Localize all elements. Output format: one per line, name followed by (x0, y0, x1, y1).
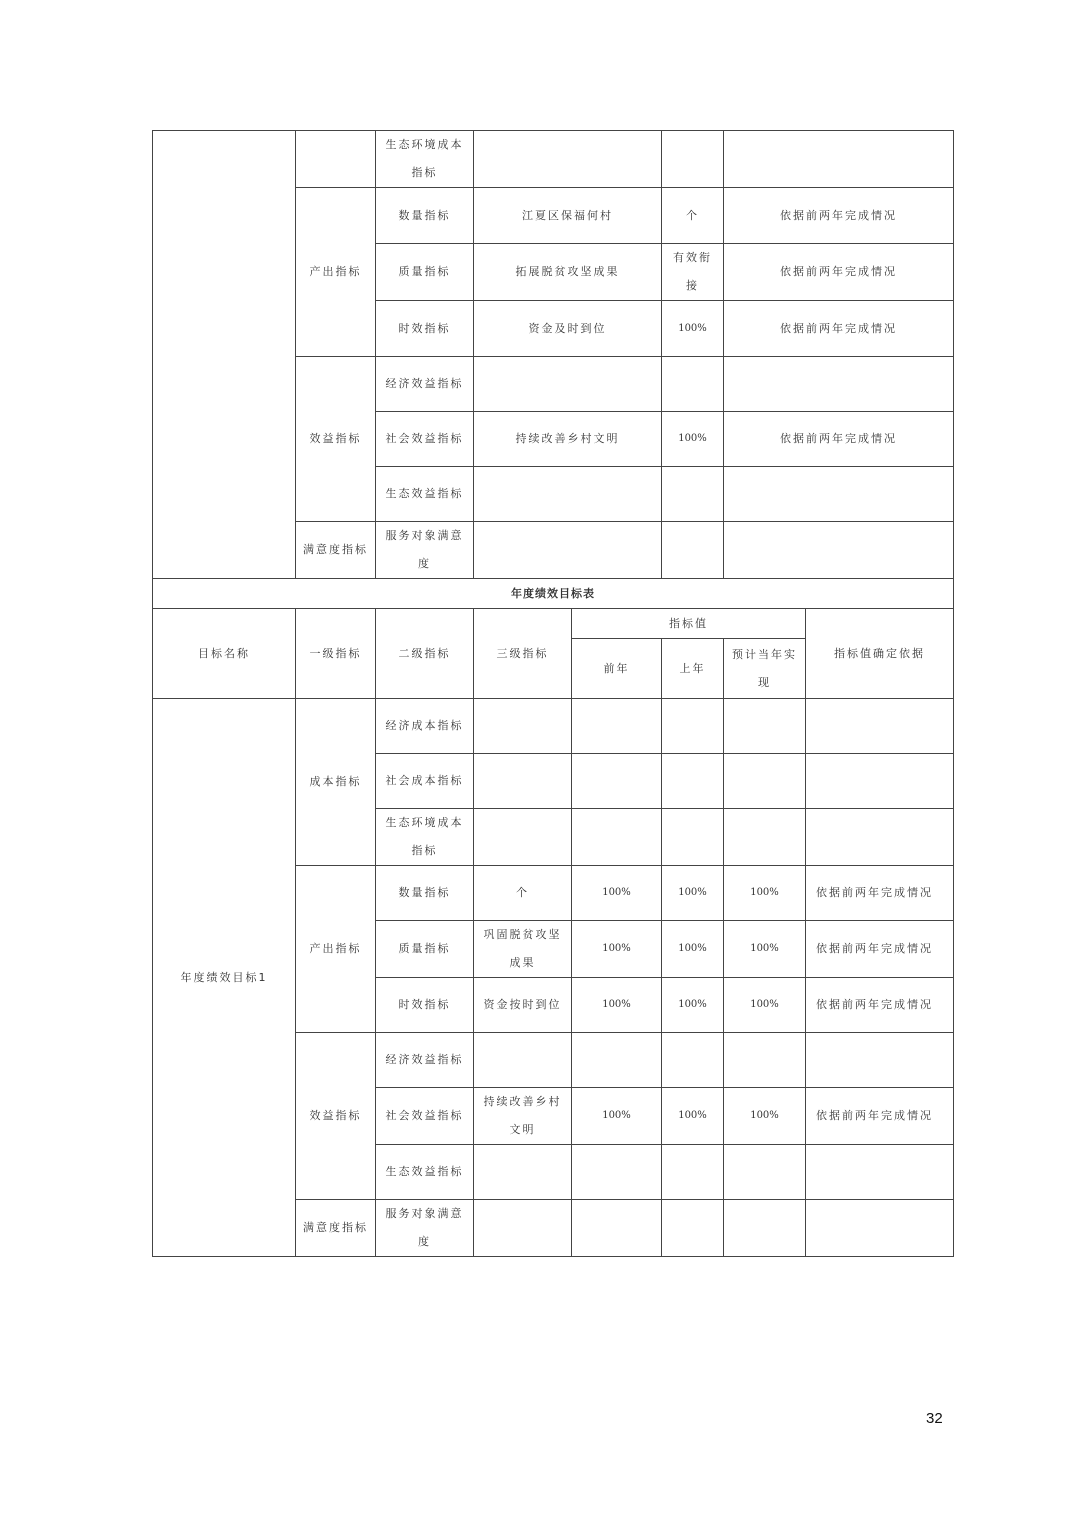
value-economic-benefit (662, 357, 724, 412)
annual-level2-satisfaction: 服务对象满意度 (376, 1200, 474, 1257)
level1-satisfaction: 满意度指标 (296, 522, 376, 579)
level3-social-benefit: 持续改善乡村文明 (474, 412, 662, 467)
annual-last-timeliness: 100% (662, 978, 724, 1033)
header-prev-year: 前年 (572, 639, 662, 699)
annual-target-name: 年度绩效目标1 (153, 699, 296, 1257)
basis-cell (724, 131, 954, 188)
basis-social-benefit: 依据前两年完成情况 (724, 412, 954, 467)
basis-quantity: 依据前两年完成情况 (724, 188, 954, 244)
annual-level1-satisfaction: 满意度指标 (296, 1200, 376, 1257)
level1-benefit: 效益指标 (296, 357, 376, 522)
annual-basis-quantity: 依据前两年完成情况 (806, 866, 954, 921)
level3-eco-benefit (474, 467, 662, 522)
level3-satisfaction (474, 522, 662, 579)
header-level1: 一级指标 (296, 609, 376, 699)
annual-level3-social-benefit: 持续改善乡村文明 (474, 1088, 572, 1145)
annual-level2-social-benefit: 社会效益指标 (376, 1088, 474, 1145)
value-eco-benefit (662, 467, 724, 522)
level2-social-benefit: 社会效益指标 (376, 412, 474, 467)
header-expected: 预计当年实现 (724, 639, 806, 699)
annual-level1-output: 产出指标 (296, 866, 376, 1033)
page-number: 32 (926, 1410, 943, 1427)
annual-expected-quality: 100% (724, 921, 806, 978)
level2-quantity: 数量指标 (376, 188, 474, 244)
value-quantity: 个 (662, 188, 724, 244)
annual-basis-quality: 依据前两年完成情况 (806, 921, 954, 978)
basis-satisfaction (724, 522, 954, 579)
level1-output: 产出指标 (296, 188, 376, 357)
annual-expected-social-benefit: 100% (724, 1088, 806, 1145)
value-quality: 有效衔接 (662, 244, 724, 301)
level2-quality: 质量指标 (376, 244, 474, 301)
basis-timeliness: 依据前两年完成情况 (724, 301, 954, 357)
annual-last-quantity: 100% (662, 866, 724, 921)
annual-level2-quality: 质量指标 (376, 921, 474, 978)
annual-expected-quantity: 100% (724, 866, 806, 921)
annual-level3-quantity: 个 (474, 866, 572, 921)
level2-eco-env-cost: 生态环境成本指标 (376, 131, 474, 188)
target-name-cell-continued (153, 131, 296, 579)
basis-economic-benefit (724, 357, 954, 412)
header-last-year: 上年 (662, 639, 724, 699)
annual-prev-social-benefit: 100% (572, 1088, 662, 1145)
annual-last-social-benefit: 100% (662, 1088, 724, 1145)
value-satisfaction (662, 522, 724, 579)
header-level3: 三级指标 (474, 609, 572, 699)
level3-timeliness: 资金及时到位 (474, 301, 662, 357)
annual-prev-quality: 100% (572, 921, 662, 978)
annual-last-quality: 100% (662, 921, 724, 978)
annual-level2-timeliness: 时效指标 (376, 978, 474, 1033)
value-social-benefit: 100% (662, 412, 724, 467)
annual-basis-timeliness: 依据前两年完成情况 (806, 978, 954, 1033)
level2-eco-benefit: 生态效益指标 (376, 467, 474, 522)
header-level2: 二级指标 (376, 609, 474, 699)
annual-expected-timeliness: 100% (724, 978, 806, 1033)
level3-cell (474, 131, 662, 188)
basis-eco-benefit (724, 467, 954, 522)
level3-quality: 拓展脱贫攻坚成果 (474, 244, 662, 301)
annual-table-title: 年度绩效目标表 (153, 579, 954, 609)
level3-economic-benefit (474, 357, 662, 412)
header-target-name: 目标名称 (153, 609, 296, 699)
annual-prev-timeliness: 100% (572, 978, 662, 1033)
annual-level2-economic-benefit: 经济效益指标 (376, 1033, 474, 1088)
header-basis: 指标值确定依据 (806, 609, 954, 699)
header-indicator-value: 指标值 (572, 609, 806, 639)
level2-economic-benefit: 经济效益指标 (376, 357, 474, 412)
annual-level2-social-cost: 社会成本指标 (376, 754, 474, 809)
level1-cost-continued (296, 131, 376, 188)
basis-quality: 依据前两年完成情况 (724, 244, 954, 301)
annual-basis-social-benefit: 依据前两年完成情况 (806, 1088, 954, 1145)
annual-level1-cost: 成本指标 (296, 699, 376, 866)
level3-quantity: 江夏区保福何村 (474, 188, 662, 244)
annual-prev-quantity: 100% (572, 866, 662, 921)
level2-satisfaction: 服务对象满意度 (376, 522, 474, 579)
value-cell (662, 131, 724, 188)
annual-level3-timeliness: 资金按时到位 (474, 978, 572, 1033)
annual-level2-economic-cost: 经济成本指标 (376, 699, 474, 754)
annual-level3-quality: 巩固脱贫攻坚成果 (474, 921, 572, 978)
level2-timeliness: 时效指标 (376, 301, 474, 357)
annual-level2-eco-env-cost: 生态环境成本指标 (376, 809, 474, 866)
value-timeliness: 100% (662, 301, 724, 357)
annual-level1-benefit: 效益指标 (296, 1033, 376, 1200)
performance-table (152, 130, 954, 1257)
annual-level2-eco-benefit: 生态效益指标 (376, 1145, 474, 1200)
annual-level2-quantity: 数量指标 (376, 866, 474, 921)
